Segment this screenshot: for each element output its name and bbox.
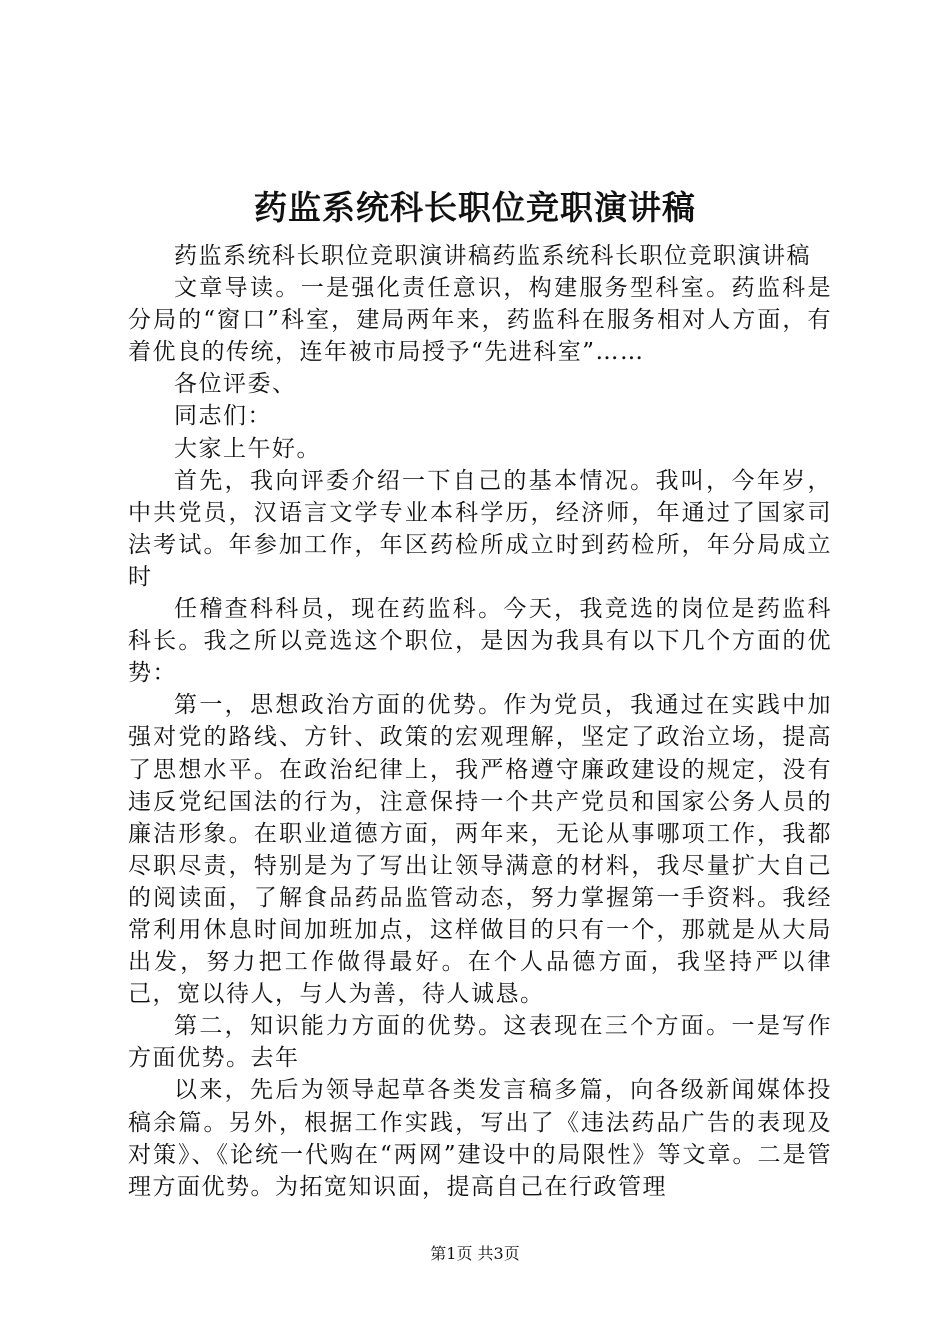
paragraph: 以来，先后为领导起草各类发言稿多篇，向各级新闻媒体投稿余篇。另外，根据工作实践，写出了《违法药品广告的表现及对策》、《论统一代购在“两网”建设中的局限性》等文章。二是管理方面优势。为拓宽知识面，提高自己在行政管理 bbox=[128, 1077, 832, 1200]
page-footer: 第1页 共3页 bbox=[430, 1244, 520, 1263]
paragraph: 第一，思想政治方面的优势。作为党员，我通过在实践中加强对党的路线、方针、政策的宏观理解，坚定了政治立场，提高了思想水平。在政治纪律上，我严格遵守廉政建设的规定，没有违反党纪国法的行为，注意保持一个共产党员和国家公务人员的廉洁形象。在职业道德方面，两年来，无论从事哪项工作，我都尽职尽责，特别是为了写出让领导满意的材料，我尽量扩大自己的阅读面，了解食品药品监管动态，努力掌握第一手资料。我经常利用休息时间加班加点，这样做目的只有一个，那就是从大局出发，努力把工作做得最好。在个人品德方面，我坚持严以律己，宽以待人，与人为善，待人诚恳。 bbox=[128, 692, 832, 1008]
paragraph: 各位评委、 bbox=[174, 371, 297, 398]
document-body bbox=[128, 240, 832, 1203]
paragraph: 文章导读。一是强化责任意识，构建服务型科室。药监科是分局的“窗口”科室，建局两年来，药监科在服务相对人方面，有着优良的传统，连年被市局授予“先进科室”…… bbox=[128, 275, 832, 366]
paragraph: 药监系统科长职位竞职演讲稿药监系统科长职位竞职演讲稿 bbox=[174, 243, 811, 269]
paragraph: 首先，我向评委介绍一下自己的基本情况。我叫，今年岁，中共党员，汉语言文学专业本科学历，经济师，年通过了国家司法考试。年参加工作，年区药检所成立时到药检所，年分局成立时 bbox=[128, 467, 832, 590]
paragraph: 第二，知识能力方面的优势。这表现在三个方面。一是写作方面优势。去年 bbox=[128, 1013, 832, 1072]
paragraph: 大家上午好。 bbox=[174, 435, 321, 462]
document-title: 药监系统科长职位竞职演讲稿 bbox=[254, 188, 696, 227]
paragraph: 任稽查科科员，现在药监科。今天，我竞选的岗位是药监科科长。我之所以竞选这个职位，是因为我具有以下几个方面的优势： bbox=[128, 596, 832, 687]
paragraph: 同志们： bbox=[174, 403, 272, 430]
